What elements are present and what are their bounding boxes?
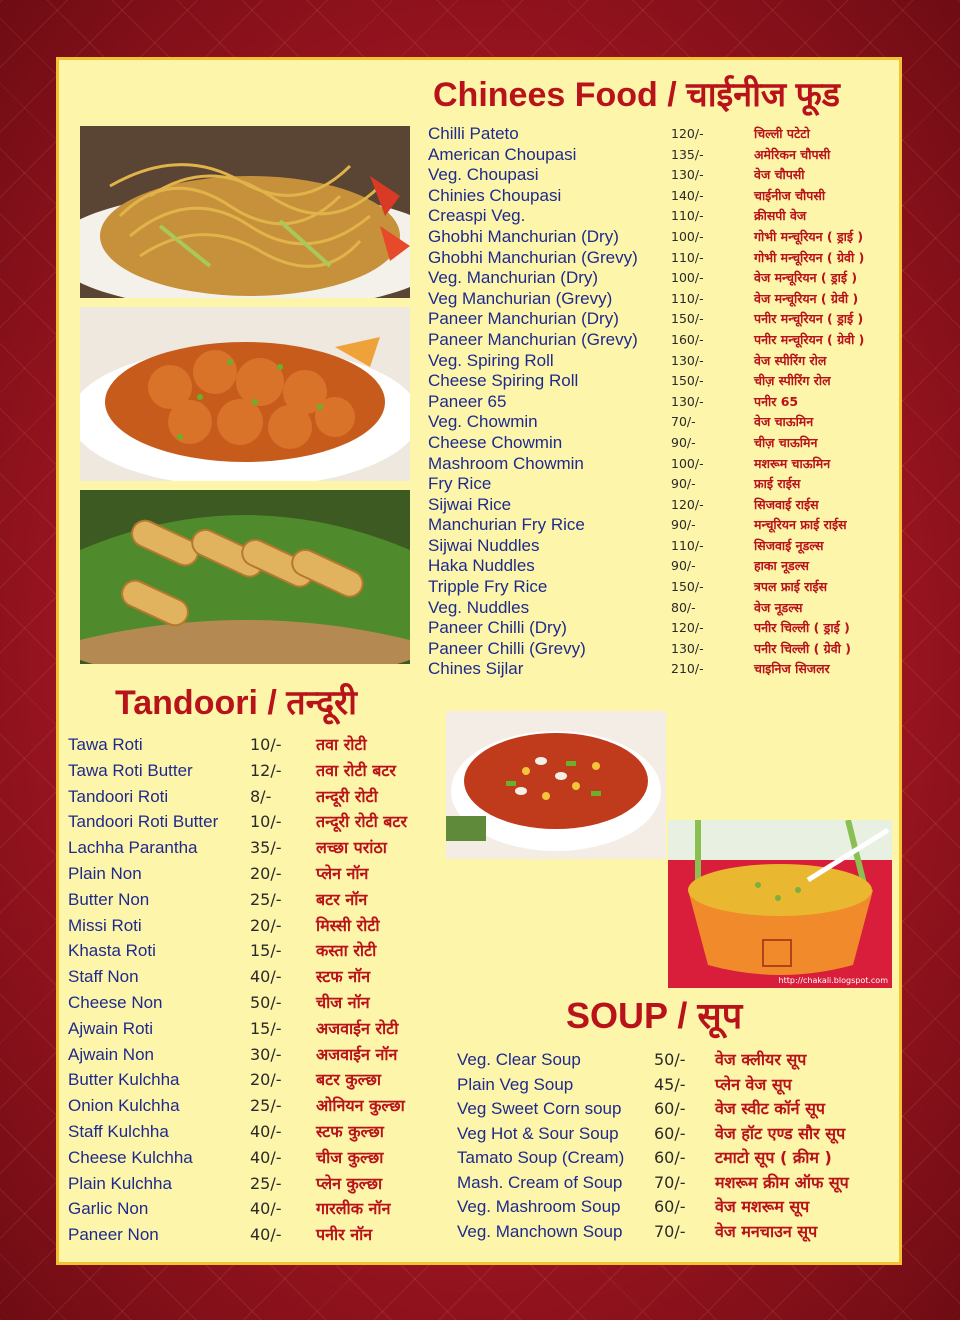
- item-name: Tamato Soup (Cream): [457, 1148, 625, 1167]
- item-price: 110/-: [671, 249, 704, 265]
- menu-item: [428, 392, 868, 413]
- item-name: Paneer 65: [428, 391, 507, 411]
- item-name: Chines Sijlar: [428, 659, 524, 679]
- item-hindi-name: पनीर चिल्ली ( ड्राई ): [754, 620, 850, 636]
- menu-item: [68, 861, 438, 887]
- item-hindi-name: चीज़ स्पीरिंग रोल: [754, 373, 831, 389]
- item-hindi-name: सिजवाई राईस: [754, 496, 819, 512]
- item-name: Veg. Manchurian (Dry): [428, 268, 599, 288]
- item-price: 130/-: [671, 167, 704, 183]
- item-hindi-name: त्रपल फ्राई राईस: [754, 579, 828, 595]
- item-price: 60/-: [654, 1197, 686, 1216]
- menu-item: [457, 1220, 877, 1245]
- item-name: Ghobhi Manchurian (Grevy): [428, 247, 638, 267]
- menu-item: [68, 1093, 438, 1119]
- menu-item: [428, 227, 868, 248]
- tandoori-heading: Tandoori / तन्दूरी: [115, 684, 357, 722]
- item-hindi-name: पनीर नॉन: [316, 1225, 373, 1245]
- item-name: Veg. Manchown Soup: [457, 1221, 623, 1241]
- item-name: Veg. Choupasi: [428, 165, 539, 185]
- item-name: Mashroom Chowmin: [428, 453, 584, 473]
- item-price: 120/-: [671, 620, 704, 636]
- menu-item: [68, 835, 438, 861]
- item-hindi-name: चाइनिज सिजलर: [754, 661, 830, 677]
- item-name: Veg. Chowmin: [428, 412, 538, 432]
- item-price: 50/-: [654, 1050, 686, 1069]
- item-price: 45/-: [654, 1074, 686, 1094]
- item-name: Khasta Roti: [68, 941, 156, 961]
- chinese-food-heading: Chinees Food / चाईनीज फूड: [433, 76, 840, 114]
- item-price: 15/-: [250, 941, 282, 961]
- menu-item: [428, 495, 868, 516]
- item-price: 90/-: [671, 558, 696, 574]
- item-price: 60/-: [654, 1148, 686, 1167]
- noodles-photo: [80, 126, 410, 298]
- item-hindi-name: वेज मनचाउन सूप: [715, 1221, 818, 1241]
- item-hindi-name: तवा रोटी: [316, 735, 367, 754]
- menu-item: [68, 732, 438, 758]
- menu-item: [428, 474, 868, 495]
- item-hindi-name: बटर नॉन: [316, 889, 368, 909]
- menu-item: [428, 577, 868, 598]
- soup-heading: SOUP / सूप: [566, 995, 743, 1036]
- item-name: Staff Non: [68, 967, 139, 987]
- item-hindi-name: चाईनीज चौपसी: [754, 187, 826, 203]
- item-name: Veg. Mashroom Soup: [457, 1197, 621, 1216]
- item-price: 35/-: [250, 838, 282, 858]
- item-name: Manchurian Fry Rice: [428, 515, 585, 535]
- item-price: 8/-: [250, 786, 272, 806]
- item-price: 90/-: [671, 434, 696, 450]
- item-hindi-name: चीज कुल्छा: [316, 1147, 384, 1167]
- item-price: 150/-: [671, 373, 704, 389]
- item-hindi-name: वेज स्वीट कॉर्न सूप: [715, 1099, 826, 1118]
- menu-item: [428, 454, 868, 475]
- menu-item: [428, 268, 868, 289]
- item-hindi-name: हाका नूडल्स: [754, 558, 809, 574]
- menu-item: [428, 309, 868, 330]
- item-hindi-name: मन्चूरियन फ्राई राईस: [754, 517, 847, 533]
- item-name: Creaspi Veg.: [428, 206, 526, 226]
- item-hindi-name: वेज मशरूम सूप: [715, 1197, 810, 1216]
- item-name: Cheese Spiring Roll: [428, 371, 579, 391]
- item-price: 100/-: [671, 455, 704, 471]
- item-name: Veg Manchurian (Grevy): [428, 288, 613, 308]
- item-price: 150/-: [671, 579, 704, 595]
- menu-item: [428, 330, 868, 351]
- item-name: Tawa Roti: [68, 735, 143, 754]
- item-name: Cheese Chowmin: [428, 432, 563, 452]
- item-name: Butter Kulchha: [68, 1070, 180, 1090]
- item-hindi-name: गारलीक नॉन: [316, 1199, 391, 1219]
- menu-item: [457, 1195, 877, 1220]
- item-hindi-name: पनीर चिल्ली ( ग्रेवी ): [754, 640, 851, 656]
- item-hindi-name: पनीर 65: [754, 393, 799, 409]
- item-name: Veg. Nuddles: [428, 597, 530, 617]
- menu-item: [428, 556, 868, 577]
- item-hindi-name: तन्दूरी रोटी बटर: [316, 812, 408, 832]
- item-name: Lachha Parantha: [68, 838, 198, 858]
- item-price: 130/-: [671, 352, 704, 368]
- item-hindi-name: सिजवाई नूडल्स: [754, 537, 824, 553]
- item-price: 20/-: [250, 915, 282, 935]
- item-name: Sijwai Nuddles: [428, 535, 540, 555]
- item-name: Tandoori Roti: [68, 786, 169, 806]
- menu-item: [68, 1016, 438, 1042]
- menu-item: [68, 1067, 438, 1093]
- item-hindi-name: तन्दूरी रोटी: [316, 786, 378, 806]
- menu-item: [68, 784, 438, 810]
- item-hindi-name: चिल्ली पटेटो: [754, 126, 810, 141]
- item-price: 25/-: [250, 1096, 282, 1116]
- item-price: 60/-: [654, 1099, 686, 1118]
- item-name: Veg Hot & Sour Soup: [457, 1123, 619, 1143]
- item-name: Paneer Manchurian (Grevy): [428, 329, 638, 349]
- menu-item: [428, 289, 868, 310]
- menu-item: [68, 913, 438, 939]
- item-hindi-name: चीज नॉन: [316, 992, 370, 1012]
- item-name: Haka Nuddles: [428, 556, 535, 576]
- item-price: 30/-: [250, 1044, 282, 1064]
- item-name: Paneer Manchurian (Dry): [428, 309, 619, 329]
- item-hindi-name: वेज स्पीरिंग रोल: [754, 352, 827, 368]
- menu-item: [428, 186, 868, 207]
- item-name: Ghobhi Manchurian (Dry): [428, 226, 619, 246]
- item-price: 90/-: [671, 517, 696, 533]
- spring-rolls-photo: [80, 490, 410, 664]
- item-hindi-name: प्लेन कुल्छा: [316, 1173, 383, 1193]
- item-hindi-name: मशरूम चाऊमिन: [754, 455, 831, 471]
- menu-item: [428, 248, 868, 269]
- item-price: 40/-: [250, 1121, 282, 1141]
- menu-item: [428, 165, 868, 186]
- item-name: Mash. Cream of Soup: [457, 1172, 623, 1192]
- item-hindi-name: ओनियन कुल्छा: [316, 1096, 405, 1116]
- item-price: 120/-: [671, 126, 704, 141]
- item-hindi-name: वेज चाऊमिन: [754, 414, 814, 430]
- item-hindi-name: अमेरिकन चौपसी: [754, 146, 831, 162]
- item-price: 100/-: [671, 270, 704, 286]
- item-hindi-name: अजवाईन नॉन: [316, 1044, 398, 1064]
- item-hindi-name: टमाटो सूप ( क्रीम ): [715, 1148, 832, 1167]
- item-price: 110/-: [671, 537, 704, 553]
- menu-item: [457, 1073, 877, 1098]
- item-hindi-name: फ्राई राईस: [754, 476, 801, 492]
- menu-item: [428, 371, 868, 392]
- item-hindi-name: अजवाईन रोटी: [316, 1018, 399, 1038]
- item-name: Cheese Non: [68, 992, 163, 1012]
- item-price: 40/-: [250, 967, 282, 987]
- menu-item: [68, 758, 438, 784]
- menu-item: [457, 1048, 877, 1073]
- item-price: 12/-: [250, 760, 282, 780]
- item-name: Garlic Non: [68, 1199, 149, 1219]
- item-name: Paneer Non: [68, 1225, 159, 1245]
- menu-item: [68, 887, 438, 913]
- item-hindi-name: वेज मन्चूरियन ( ड्राई ): [754, 270, 858, 286]
- item-name: Paneer Chilli (Dry): [428, 618, 567, 638]
- item-hindi-name: वेज नूडल्स: [754, 599, 803, 615]
- menu-item: [68, 1042, 438, 1068]
- item-price: 40/-: [250, 1147, 282, 1167]
- sweet-corn-soup-photo: [668, 820, 892, 988]
- item-price: 100/-: [671, 228, 704, 244]
- item-name: Chinies Choupasi: [428, 185, 562, 205]
- item-hindi-name: कस्ता रोटी: [316, 941, 377, 961]
- item-price: 25/-: [250, 889, 282, 909]
- item-hindi-name: मशरूम क्रीम ऑफ सूप: [715, 1172, 849, 1192]
- item-name: Missi Roti: [68, 915, 142, 935]
- item-hindi-name: वेज चौपसी: [754, 167, 805, 183]
- item-price: 50/-: [250, 992, 282, 1012]
- item-name: Paneer Chilli (Grevy): [428, 638, 586, 658]
- item-price: 40/-: [250, 1199, 282, 1219]
- item-name: Veg. Spiring Roll: [428, 350, 554, 370]
- menu-item: [428, 412, 868, 433]
- menu-item: [68, 938, 438, 964]
- item-price: 20/-: [250, 863, 282, 883]
- item-price: 70/-: [654, 1172, 686, 1192]
- item-hindi-name: वेज क्लीयर सूप: [715, 1050, 807, 1069]
- item-price: 10/-: [250, 812, 282, 832]
- item-hindi-name: बटर कुल्छा: [316, 1070, 381, 1090]
- manchurian-photo: [80, 307, 410, 481]
- item-name: Staff Kulchha: [68, 1121, 169, 1141]
- item-hindi-name: स्टफ कुल्छा: [316, 1121, 384, 1141]
- item-price: 70/-: [654, 1221, 686, 1241]
- item-hindi-name: तवा रोटी बटर: [316, 760, 396, 780]
- item-price: 40/-: [250, 1225, 282, 1245]
- item-price: 110/-: [671, 208, 704, 224]
- item-hindi-name: चीज़ चाऊमिन: [754, 434, 818, 450]
- item-price: 10/-: [250, 735, 282, 754]
- item-price: 120/-: [671, 496, 704, 512]
- item-price: 90/-: [671, 476, 696, 492]
- menu-item: [457, 1171, 877, 1196]
- item-hindi-name: गोभी मन्चूरियन ( ड्राई ): [754, 228, 864, 244]
- item-name: Fry Rice: [428, 474, 492, 494]
- item-price: 15/-: [250, 1018, 282, 1038]
- item-price: 150/-: [671, 311, 704, 327]
- item-name: Onion Kulchha: [68, 1096, 180, 1116]
- item-hindi-name: मिस्सी रोटी: [316, 915, 380, 935]
- item-name: Cheese Kulchha: [68, 1147, 193, 1167]
- menu-item: [68, 1196, 438, 1222]
- soup-list: [457, 1048, 877, 1244]
- menu-item: [68, 1171, 438, 1197]
- menu-item: [428, 598, 868, 619]
- item-name: Veg Sweet Corn soup: [457, 1099, 622, 1118]
- item-name: Ajwain Roti: [68, 1018, 154, 1038]
- item-name: Tandoori Roti Butter: [68, 812, 219, 832]
- item-name: Tawa Roti Butter: [68, 760, 193, 780]
- menu-item: [428, 206, 868, 227]
- chinese-food-list: [428, 124, 868, 680]
- item-price: 130/-: [671, 393, 704, 409]
- item-price: 110/-: [671, 290, 704, 306]
- photo-credit: http://chakali.blogspot.com: [778, 976, 888, 985]
- item-hindi-name: स्टफ नॉन: [316, 967, 371, 987]
- item-hindi-name: पनीर मन्चूरियन ( ड्राई ): [754, 311, 864, 327]
- menu-item: [428, 659, 868, 680]
- item-price: 60/-: [654, 1123, 686, 1143]
- item-price: 135/-: [671, 146, 704, 162]
- mixed-veg-soup-photo: [446, 711, 666, 859]
- item-hindi-name: प्लेन नॉन: [316, 863, 369, 883]
- item-name: Sijwai Rice: [428, 494, 512, 514]
- menu-item: [428, 145, 868, 166]
- item-name: Ajwain Non: [68, 1044, 154, 1064]
- item-price: 70/-: [671, 414, 696, 430]
- menu-item: [68, 964, 438, 990]
- item-hindi-name: लच्छा परांठा: [316, 838, 387, 858]
- item-name: American Choupasi: [428, 144, 577, 164]
- menu-item: [457, 1122, 877, 1147]
- menu-item: [428, 433, 868, 454]
- menu-item: [428, 351, 868, 372]
- item-hindi-name: गोभी मन्चूरियन ( ग्रेवी ): [754, 249, 865, 265]
- item-name: Tripple Fry Rice: [428, 577, 548, 597]
- item-price: 210/-: [671, 661, 704, 677]
- menu-item: [428, 536, 868, 557]
- item-price: 25/-: [250, 1173, 282, 1193]
- menu-item: [428, 618, 868, 639]
- item-name: Plain Veg Soup: [457, 1074, 574, 1094]
- item-price: 140/-: [671, 187, 704, 203]
- item-hindi-name: वेज हॉट एण्ड सौर सूप: [715, 1123, 846, 1143]
- menu-item: [68, 809, 438, 835]
- menu-item: [457, 1146, 877, 1171]
- menu-item: [68, 1222, 438, 1248]
- menu-item: [68, 990, 438, 1016]
- menu-item: [68, 1119, 438, 1145]
- menu-item: [428, 639, 868, 660]
- menu-item: [68, 1145, 438, 1171]
- item-name: Plain Kulchha: [68, 1173, 172, 1193]
- menu-item: [457, 1097, 877, 1122]
- item-hindi-name: प्लेन वेज सूप: [715, 1074, 792, 1094]
- item-hindi-name: क्रीसपी वेज: [754, 208, 807, 224]
- item-hindi-name: वेज मन्चूरियन ( ग्रेवी ): [754, 290, 859, 306]
- item-price: 130/-: [671, 640, 704, 656]
- item-price: 80/-: [671, 599, 696, 615]
- item-name: Chilli Pateto: [428, 124, 519, 143]
- item-price: 160/-: [671, 331, 704, 347]
- menu-item: [428, 124, 868, 145]
- item-hindi-name: पनीर मन्चूरियन ( ग्रेवी ): [754, 331, 865, 347]
- tandoori-list: [68, 732, 438, 1248]
- item-name: Butter Non: [68, 889, 150, 909]
- item-name: Veg. Clear Soup: [457, 1050, 581, 1069]
- item-price: 20/-: [250, 1070, 282, 1090]
- menu-item: [428, 515, 868, 536]
- item-name: Plain Non: [68, 863, 142, 883]
